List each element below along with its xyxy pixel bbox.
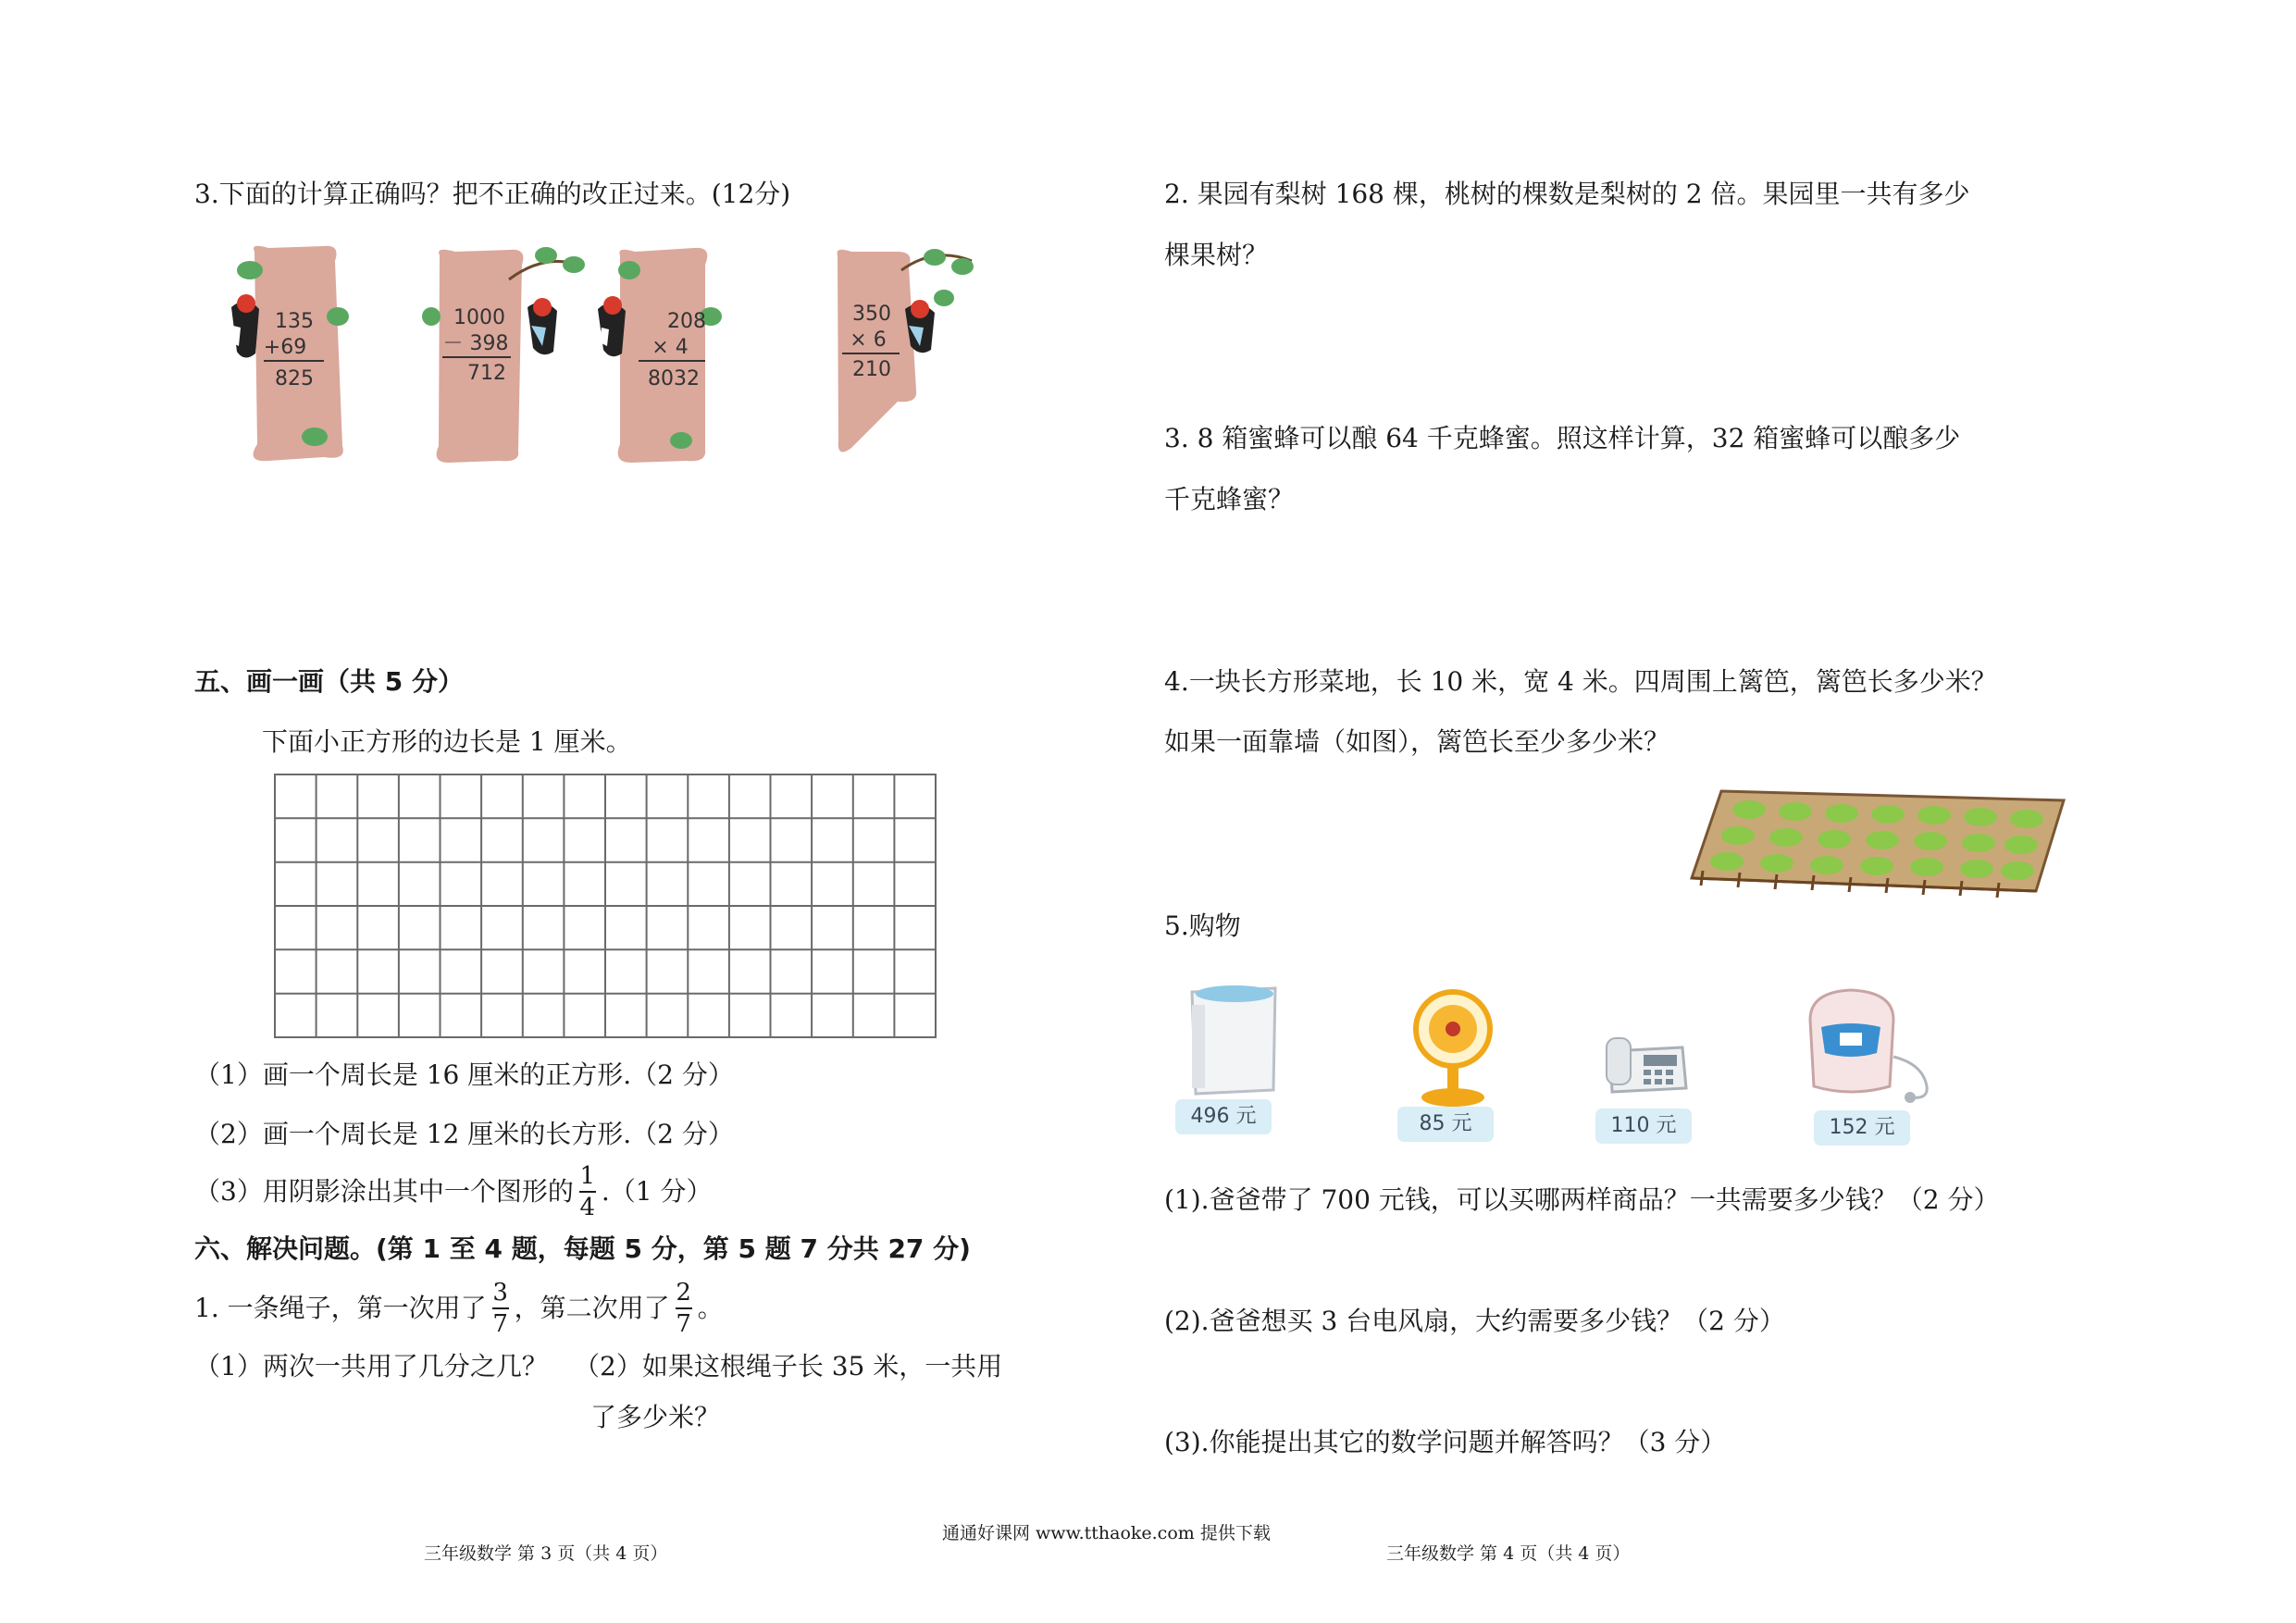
fraction-denominator: 7 [676, 1310, 691, 1338]
calc-1-b: +69 [263, 336, 307, 359]
calc-2-b: － 398 [442, 332, 509, 355]
section-5-q2: （2）画一个周长是 12 厘米的长方形.（2 分） [194, 1119, 734, 1149]
tree-calc-1 [231, 246, 349, 461]
q4-line2: 如果一面靠墙（如图），篱笆长至少多少米？ [1164, 726, 1670, 757]
price-fan: 85 元 [1397, 1107, 1494, 1142]
q5-part1: (1).爸爸带了 700 元钱，可以买哪两样商品？一共需要多少钱？（2 分） [1164, 1184, 2000, 1215]
fraction-denominator: 4 [579, 1194, 596, 1221]
washing-machine-icon [1192, 985, 1275, 1094]
section-5-q3-text: （3）用阴影涂出其中一个图形的 [194, 1176, 574, 1207]
q3-title: 3.下面的计算正确吗？把不正确的改正过来。(12分) [194, 179, 791, 209]
section-5-title: 五、画一画（共 5 分） [194, 666, 464, 697]
fraction-three-sevenths [492, 1281, 509, 1336]
price-washing-machine: 496 元 [1175, 1099, 1272, 1134]
square-grid[interactable] [274, 774, 937, 1038]
q3-line2: 千克蜂蜜？ [1164, 484, 1295, 514]
calc-3-r: 8032 [648, 367, 700, 390]
calc-2-r: 712 [467, 362, 506, 385]
fraction-one-quarter [579, 1164, 596, 1220]
section-5-q3-score: .（1 分） [601, 1176, 713, 1207]
source-credit: 通通好课网 www.tthaoke.com 提供下载 [942, 1523, 1271, 1543]
tree-calc-3 [598, 248, 722, 463]
section-5-q3 [194, 1164, 712, 1220]
section-6-q1-part2-line1: （2）如果这根绳子长 35 米，一共用 [574, 1351, 1003, 1381]
section-6-q1-part2-line2: 了多少米？ [590, 1402, 721, 1432]
calc-4-r: 210 [852, 358, 891, 381]
calc-4-a: 350 [852, 303, 891, 326]
tree-calc-2 [422, 247, 585, 463]
fraction-two-sevenths [676, 1281, 692, 1336]
section-6-title: 六、解决问题。(第 1 至 4 题，每题 5 分，第 5 题 7 分共 27 分) [194, 1233, 971, 1264]
section-6-q1-part1: （1）两次一共用了几分之几？ [194, 1351, 548, 1381]
woodpecker-calc-illustrations [213, 242, 1009, 465]
fraction-numerator: 1 [579, 1162, 596, 1190]
calc-1-a: 135 [275, 310, 314, 333]
vegetable-field-illustration [1684, 782, 2073, 900]
q5-part3: (3).你能提出其它的数学问题并解答吗？（3 分） [1164, 1427, 1727, 1457]
section-5-q1: （1）画一个周长是 16 厘米的正方形.（2 分） [194, 1059, 734, 1090]
price-telephone: 110 元 [1595, 1109, 1692, 1144]
product-illustrations [1175, 979, 1971, 1109]
electric-fan-icon [1416, 992, 1490, 1107]
calc-3-a: 208 [667, 310, 706, 333]
fraction-numerator: 3 [492, 1279, 508, 1307]
price-rice-cooker: 152 元 [1814, 1110, 1910, 1146]
calc-4-b: × 6 [850, 328, 887, 352]
tree-calc-4 [838, 249, 974, 452]
left-page-footer: 三年级数学 第 3 页（共 4 页） [424, 1543, 668, 1564]
rice-cooker-icon [1810, 990, 1927, 1103]
calc-1-r: 825 [275, 367, 314, 390]
q4-line1: 4.一块长方形菜地，长 10 米，宽 4 米。四周围上篱笆，篱笆长多少米？ [1164, 666, 1997, 697]
section-6-q1 [194, 1281, 724, 1336]
q5-title: 5.购物 [1164, 911, 1241, 941]
q2-line2: 棵果树？ [1164, 240, 1269, 270]
q5-part2: (2).爸爸想买 3 台电风扇，大约需要多少钱？（2 分） [1164, 1306, 1785, 1336]
calc-2-a: 1000 [453, 306, 505, 329]
telephone-icon [1607, 1038, 1686, 1092]
s6q1-text-3: 。 [697, 1293, 724, 1323]
section-5-note: 下面小正方形的边长是 1 厘米。 [262, 726, 632, 757]
right-page-footer: 三年级数学 第 4 页（共 4 页） [1386, 1543, 1631, 1564]
s6q1-text-1: 1. 一条绳子，第一次用了 [194, 1293, 487, 1323]
q3-line1: 3. 8 箱蜜蜂可以酿 64 千克蜂蜜。照这样计算，32 箱蜜蜂可以酿多少 [1164, 423, 1961, 453]
fraction-denominator: 7 [492, 1310, 508, 1338]
s6q1-text-2: ，第二次用了 [514, 1293, 670, 1323]
fraction-numerator: 2 [676, 1279, 691, 1307]
calc-3-b: × 4 [652, 336, 689, 359]
q2-line1: 2. 果园有梨树 168 棵，桃树的棵数是梨树的 2 倍。果园里一共有多少 [1164, 179, 1970, 209]
